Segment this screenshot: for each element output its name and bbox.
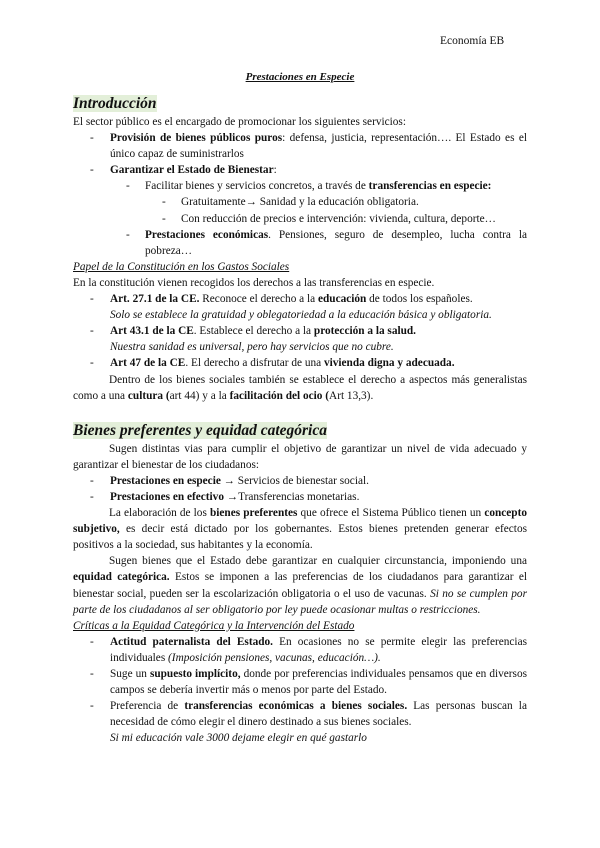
bold-text: Prestaciones económicas [145,228,269,241]
paragraph [73,441,527,473]
text-run: Suge un [110,668,150,680]
bullet-dash: - [90,293,94,306]
bold-text: Art 43.1 de la CE [110,325,194,338]
paragraph [73,372,527,404]
text-run: Papel de la Constitución en los Gastos Sociales [73,260,290,273]
list-item [73,666,527,698]
text-run: Las personas buscan la necesidad de cómo elegir el dinero destinado a sus bienes sociales. [110,700,527,729]
text-run: Art 13,3). [329,389,374,402]
heading-highlight [73,422,327,439]
bold-text: Art 47 de la CE [110,357,186,370]
text-run: Reconoce el derecho a la [199,293,318,306]
text-run: art 44) y a la [169,389,230,402]
page-header: Economía EB [440,35,505,47]
list-item [73,323,527,339]
text-run: : [273,164,277,177]
text-run: Bienes preferentes y equidad categórica [73,421,327,439]
text-run: →Transferencias monetarias. [223,490,360,503]
list-item [73,130,527,162]
text-run: . El derecho a disfrutar de una [185,357,324,370]
bullet-dash: - [162,196,166,209]
bold-text: protección a la salud. [313,325,417,338]
text-run: que ofrece el Sistema Público tienen un [297,507,485,520]
paragraph [73,275,527,291]
heading-highlight [73,95,157,112]
text-run: Preferencia de [110,700,185,713]
bold-text: Provisión de bienes públicos puros [110,132,283,145]
text-run: La elaboración de los [109,507,210,520]
document-body [73,94,527,746]
bullet-dash: - [90,490,94,503]
text-run: → Servicios de bienestar social. [220,474,369,487]
text-run: Nuestra sanidad es universal, pero hay servicios que no cubre. [110,341,394,354]
text-run: Introducción [73,95,157,112]
bullet-dash: - [90,132,94,145]
bold-text: Actitud paternalista del Estado. [110,635,273,648]
list-item [73,355,527,371]
list-item [73,291,527,307]
text-run: : defensa, justicia, representación…. El Estado es el único capaz de suministrarlos [110,132,527,161]
text-run: En la constitución vienen recogidos los derechos a las transferencias en especie. [73,276,435,289]
italic-text: (Imposición pensiones, vacunas, educación…). [168,651,381,664]
bold-text: vivienda digna y adecuada. [323,357,455,370]
bold-text: Art. 27.1 de la CE. [110,293,200,306]
list-item [73,162,527,178]
bold-text: Prestaciones en efectivo [110,490,224,503]
text-run: Solo se establece la gratuidad y oblegatoriedad a la educación básica y obligatoria. [110,309,492,322]
list-item [73,634,527,666]
bullet-dash: - [90,700,94,713]
bullet-dash: - [126,228,130,241]
list-item [73,473,527,489]
text-run: de todos los españoles. [366,293,473,306]
list-item [73,489,527,505]
list-item [73,227,527,259]
bold-text: Garantizar el Estado de Bienestar [110,164,274,177]
bold-text: equidad categórica. [73,571,170,584]
subsection-heading [73,259,527,275]
note-text [73,307,527,323]
italic-text: Si no se cumplen por parte de los ciudadanos al ser obligatorio por ley puede ocasionar multas o restricciones. [73,587,527,616]
spacer [73,404,527,421]
bold-text: transferencias económicas a bienes sociales. [184,700,408,713]
bold-text: cultura ( [127,389,170,402]
bold-text: transferencias en especie: [368,180,492,193]
bullet-dash: - [126,180,130,193]
text-run: Dentro de los bienes sociales también se establece el derecho a aspectos más generalistas como a una [73,373,527,402]
text-run: Si mi educación vale 3000 dejame elegir en qué gastarlo [110,732,367,745]
document-title: Prestaciones en Especie [245,71,355,83]
text-run: El sector público es el encargado de promocionar los siguientes servicios: [73,116,406,128]
paragraph [73,505,527,553]
bold-text: concepto subjetivo, [73,507,527,536]
bold-text: educación [318,293,367,306]
note-text [73,339,527,355]
text-run: donde por preferencias individuales pensamos que en diversos campos se debería invertir más o menos por parte del Estado. [110,668,527,697]
section-heading [73,94,527,114]
bullet-dash: - [162,212,166,225]
text-run: Críticas a la Equidad Categórica y la Intervención del Estado [73,619,355,632]
paragraph [73,114,527,130]
bold-text: bienes preferentes [209,507,298,520]
paragraph [73,553,527,617]
text-run: Facilitar bienes y servicios concretos, a través de [145,180,369,193]
text-run: Gratuitamente→ Sanidad y la educación obligatoria. [181,196,419,209]
bullet-dash: - [90,325,94,338]
list-item [73,698,527,730]
note-text [73,730,527,746]
text-run: . Establece el derecho a la [193,325,314,338]
text-run: . Pensiones, seguro de desempleo, lucha contra la pobreza… [145,228,527,257]
bullet-dash: - [90,357,94,370]
text-run: En ocasiones no se permite elegir las preferencias individuales [110,635,527,664]
bold-text: Prestaciones en especie [110,474,221,487]
list-item [73,178,527,194]
subsection-heading [73,618,527,634]
bold-text: facilitación del ocio ( [229,389,330,402]
bullet-dash: - [90,474,94,487]
list-item [73,211,527,227]
bullet-dash: - [90,164,94,177]
bullet-dash: - [90,668,94,680]
text-run: Sugen bienes que el Estado debe garantizar en cualquier circunstancia, imponiendo una [109,555,527,568]
text-run: Con reducción de precios e intervención: vivienda, cultura, deporte… [181,212,496,225]
text-run: es decir está dictado por los gobernantes. Estos bienes pretenden generar efectos positivos a la sociedad, sus habitantes y la economía. [73,523,527,552]
list-item [73,194,527,210]
text-run: Sugen distintas vias para cumplir el objetivo de garantizar un nivel de vida adecuado y garantizar el bienestar de los ciudadanos: [73,442,527,471]
text-run: Estos se imponen a las preferencias de los ciudadanos para garantizar el bienestar social, pueden ser la escolarización obligatoria o el uso de vacunas. [73,571,527,600]
bold-text: supuesto implícito, [149,668,241,680]
section-heading [73,421,527,441]
bullet-dash: - [90,635,94,648]
